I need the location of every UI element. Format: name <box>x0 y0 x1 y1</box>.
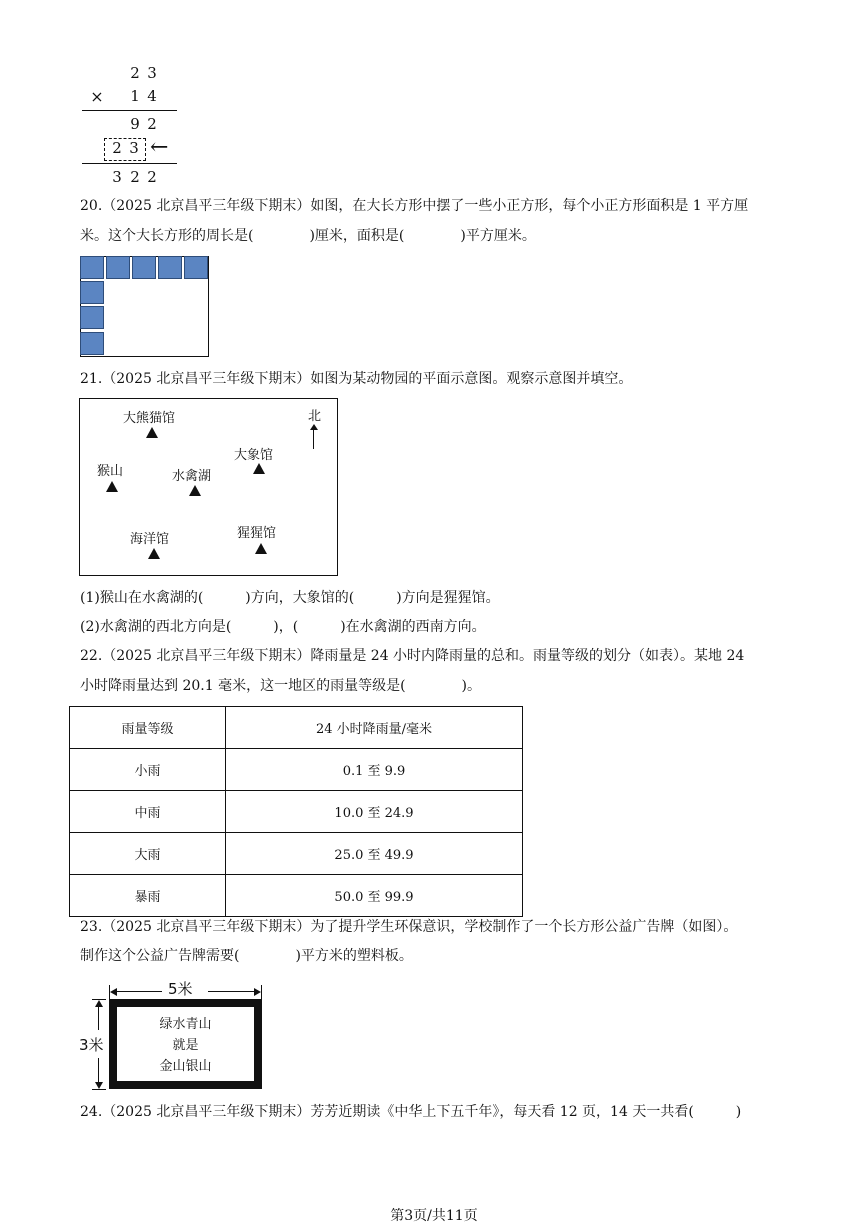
q21-line1: 21.（2025 北京昌平三年级下期末）如图为某动物园的平面示意图。观察示意图并填空。 <box>80 371 633 387</box>
place-ocean: 海洋馆 <box>130 532 170 547</box>
arrow-right-icon <box>254 988 261 996</box>
north-arrow-icon <box>313 427 314 449</box>
q20-line1: 20.（2025 北京昌平三年级下期末）如图，在大长方形中摆了一些小正方形，每个小正方形面积是 1 平方厘 <box>80 198 749 214</box>
q23-line2: 制作这个公益广告牌需要( )平方米的塑料板。 <box>80 948 413 964</box>
place-lake: 水禽湖 <box>172 469 212 484</box>
small-square <box>80 256 104 279</box>
small-square <box>184 256 208 279</box>
small-square <box>80 332 104 355</box>
digit: 2 <box>130 64 140 82</box>
digit: 1 <box>130 87 140 105</box>
table-row <box>70 875 523 917</box>
table-header-cell: 24 小时降雨量/毫米 <box>226 707 523 749</box>
q21-sub2: (2)水禽湖的西北方向是( )，( )在水禽湖的西南方向。 <box>80 619 486 635</box>
digit: 2 <box>147 115 157 133</box>
triangle-marker-icon <box>148 548 160 559</box>
digit: 2 <box>147 168 157 186</box>
place-panda: 大熊猫馆 <box>123 411 176 426</box>
small-square <box>158 256 182 279</box>
q21-sub1: (1)猴山在水禽湖的( )方向，大象馆的( )方向是猩猩馆。 <box>80 590 500 606</box>
dimension-tick <box>92 1089 106 1090</box>
north-arrowhead-icon <box>310 424 318 430</box>
table-header-row <box>70 707 523 749</box>
table-cell: 暴雨 <box>70 875 226 917</box>
arrow-left-icon: ← <box>150 135 169 160</box>
digit: 3 <box>147 64 157 82</box>
q24-line1: 24.（2025 北京昌平三年级下期末）芳芳近期读《中华上下五千年》，每天看 12 页，14 天一共看( ) <box>80 1104 742 1120</box>
calc-rule <box>82 163 177 164</box>
page-number: 第3页/共11页 <box>390 1208 478 1224</box>
dimension-tick <box>261 985 262 999</box>
digit: 3 <box>112 168 122 186</box>
dimension-line <box>112 991 162 992</box>
place-gorilla: 猩猩馆 <box>237 526 277 541</box>
arrow-down-icon <box>95 1082 103 1089</box>
billboard-line: 金山银山 <box>159 1059 212 1074</box>
small-square <box>132 256 156 279</box>
triangle-marker-icon <box>255 543 267 554</box>
digit: 3 <box>129 139 139 157</box>
table-cell: 0.1 至 9.9 <box>226 749 523 791</box>
table-cell: 小雨 <box>70 749 226 791</box>
table-cell: 10.0 至 24.9 <box>226 791 523 833</box>
q22-line2: 小时降雨量达到 20.1 毫米，这一地区的雨量等级是( )。 <box>80 678 481 694</box>
dimension-line <box>208 991 258 992</box>
calc-rule <box>82 110 177 111</box>
width-label: 5米 <box>168 980 193 998</box>
times-sign: × <box>90 87 104 106</box>
triangle-marker-icon <box>189 485 201 496</box>
place-elephant: 大象馆 <box>234 448 274 463</box>
billboard-line: 绿水青山 <box>159 1017 212 1032</box>
height-label: 3米 <box>79 1036 104 1054</box>
table-row <box>70 749 523 791</box>
north-label: 北 <box>308 409 322 424</box>
triangle-marker-icon <box>253 463 265 474</box>
triangle-marker-icon <box>146 427 158 438</box>
digit: 2 <box>112 139 122 157</box>
zoo-map <box>79 398 338 576</box>
table-cell: 大雨 <box>70 833 226 875</box>
table-cell: 中雨 <box>70 791 226 833</box>
q23-line1: 23.（2025 北京昌平三年级下期末）为了提升学生环保意识，学校制作了一个长方形公益广告牌（如图）。 <box>80 919 738 935</box>
q20-line2: 米。这个大长方形的周长是( )厘米，面积是( )平方厘米。 <box>80 228 536 244</box>
digit: 4 <box>147 87 157 105</box>
place-monkey: 猴山 <box>97 464 124 479</box>
table-cell: 50.0 至 99.9 <box>226 875 523 917</box>
digit: 2 <box>130 168 140 186</box>
billboard-line: 就是 <box>172 1038 199 1053</box>
arrow-up-icon <box>95 1000 103 1007</box>
table-row <box>70 833 523 875</box>
triangle-marker-icon <box>106 481 118 492</box>
q22-line1: 22.（2025 北京昌平三年级下期末）降雨量是 24 小时内降雨量的总和。雨量等级的划分（如表）。某地 24 <box>80 648 745 664</box>
small-square <box>106 256 130 279</box>
digit: 9 <box>130 115 140 133</box>
small-square <box>80 306 104 329</box>
table-header-cell: 雨量等级 <box>70 707 226 749</box>
small-square <box>80 281 104 304</box>
arrow-left-icon <box>110 988 117 996</box>
billboard-text <box>117 1014 254 1077</box>
rain-level-table <box>69 706 523 917</box>
table-cell: 25.0 至 49.9 <box>226 833 523 875</box>
table-row <box>70 791 523 833</box>
